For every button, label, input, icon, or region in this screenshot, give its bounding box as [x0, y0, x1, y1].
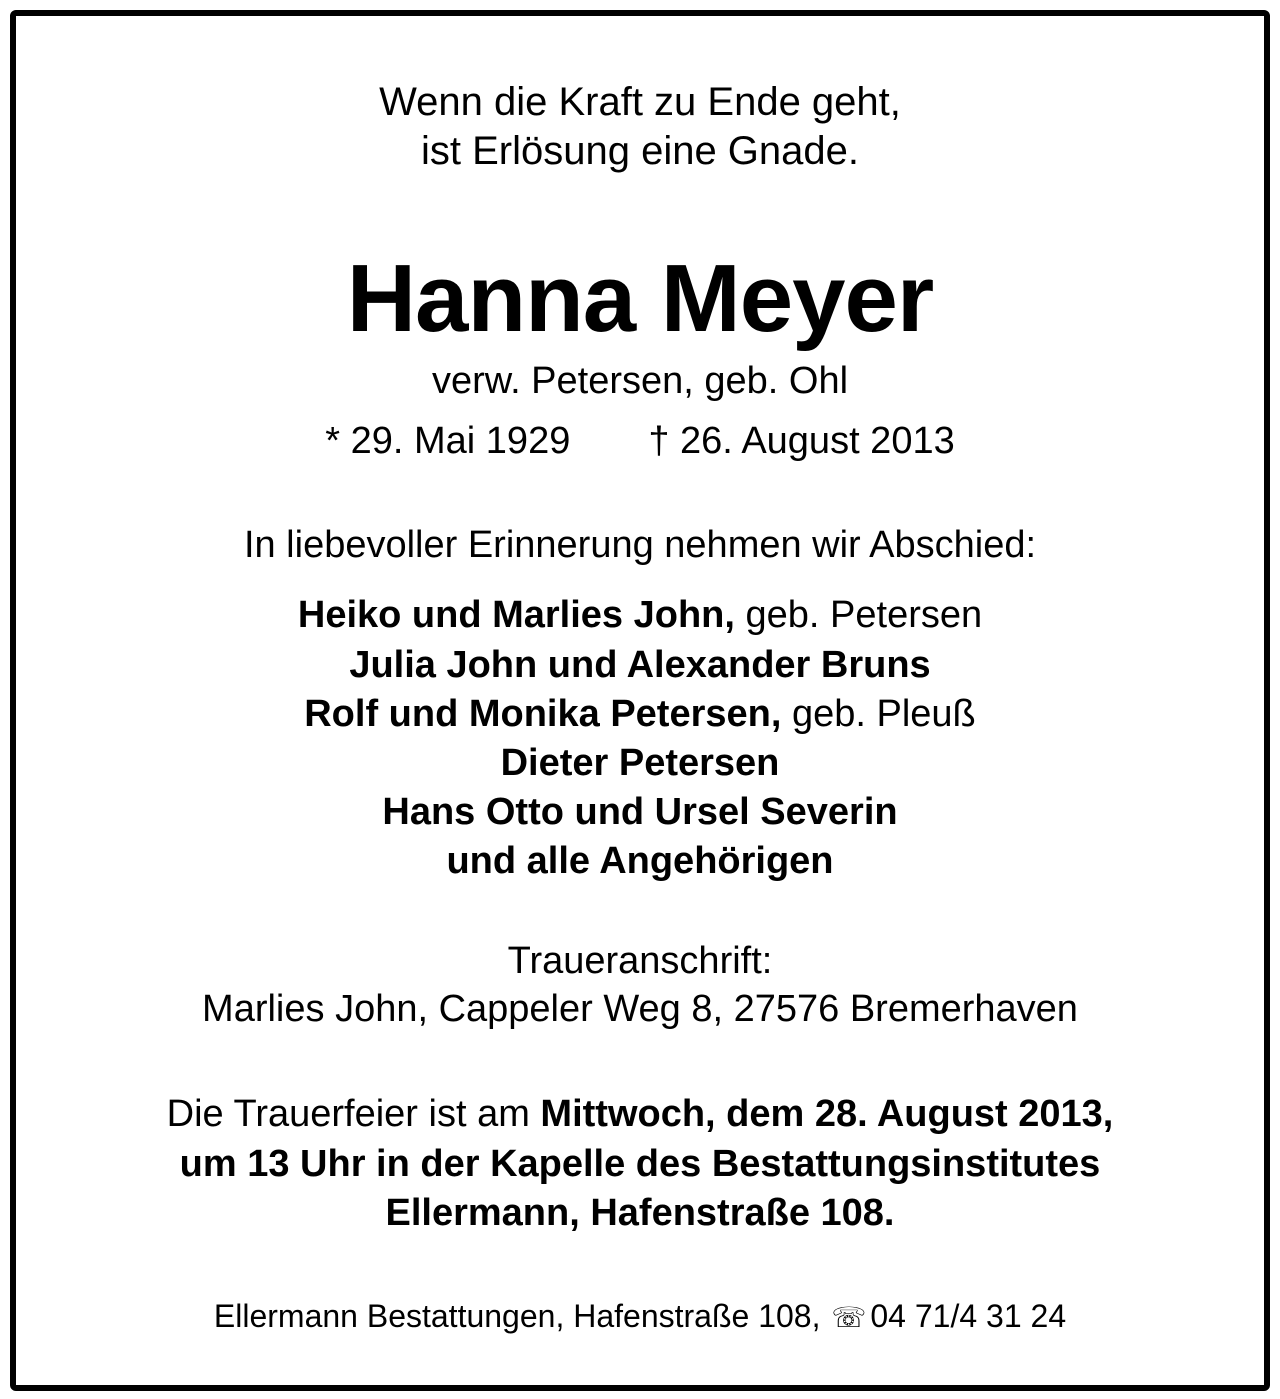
mourner-line: [16, 840, 1264, 883]
mourner-name: Dieter Petersen: [500, 742, 780, 784]
footer-phone: 04 71/4 31 24: [870, 1298, 1067, 1334]
life-dates: [16, 420, 1264, 463]
mourner-line: [16, 693, 1264, 736]
mourner-line: [16, 742, 1264, 785]
death-date: † 26. August 2013: [648, 420, 955, 462]
motto-line-1: Wenn die Kraft zu Ende geht,: [379, 80, 901, 124]
names-note: verw. Petersen, geb. Ohl: [431, 360, 849, 402]
mourner-line: [16, 594, 1264, 637]
address-value: Marlies John, Cappeler Weg 8, 27576 Bremerhaven: [202, 988, 1078, 1030]
service-line-2: [16, 1143, 1264, 1186]
mourner-name: Julia John und Alexander Bruns: [349, 644, 931, 686]
service-intro: Die Trauerfeier ist am: [166, 1093, 541, 1135]
address-label: Traueranschrift:: [507, 940, 773, 982]
service-date: Mittwoch, dem 28. August 2013,: [540, 1093, 1114, 1135]
mourner-name: Rolf und Monika Petersen,: [304, 693, 782, 735]
funeral-home-footer: [16, 1298, 1264, 1335]
service-time-place: um 13 Uhr in der Kapelle des Bestattungsinstitutes: [179, 1143, 1101, 1185]
mourner-name: und alle Angehörigen: [446, 840, 834, 882]
service-line-3: [16, 1192, 1264, 1235]
service-address: Ellermann, Hafenstraße 108.: [385, 1192, 895, 1234]
obituary-frame: [10, 10, 1270, 1391]
mourner-note: geb. Pleuß: [781, 693, 976, 735]
mourner-note: geb. Petersen: [734, 594, 983, 636]
footer-text: Ellermann Bestattungen, Hafenstraße 108,: [213, 1298, 830, 1334]
deceased-name: Hanna Meyer: [346, 245, 934, 352]
telephone-icon: ☏: [831, 1302, 867, 1333]
birth-date: * 29. Mai 1929: [325, 420, 571, 462]
farewell-intro: In liebevoller Erinnerung nehmen wir Abschied:: [243, 524, 1037, 566]
mourner-line: [16, 791, 1264, 834]
mourner-name: Heiko und Marlies John,: [297, 594, 735, 636]
service-line-1: [16, 1093, 1264, 1136]
motto-line-2: ist Erlösung eine Gnade.: [420, 129, 860, 173]
mourner-line: [16, 644, 1264, 687]
mourner-name: Hans Otto und Ursel Severin: [382, 791, 898, 833]
